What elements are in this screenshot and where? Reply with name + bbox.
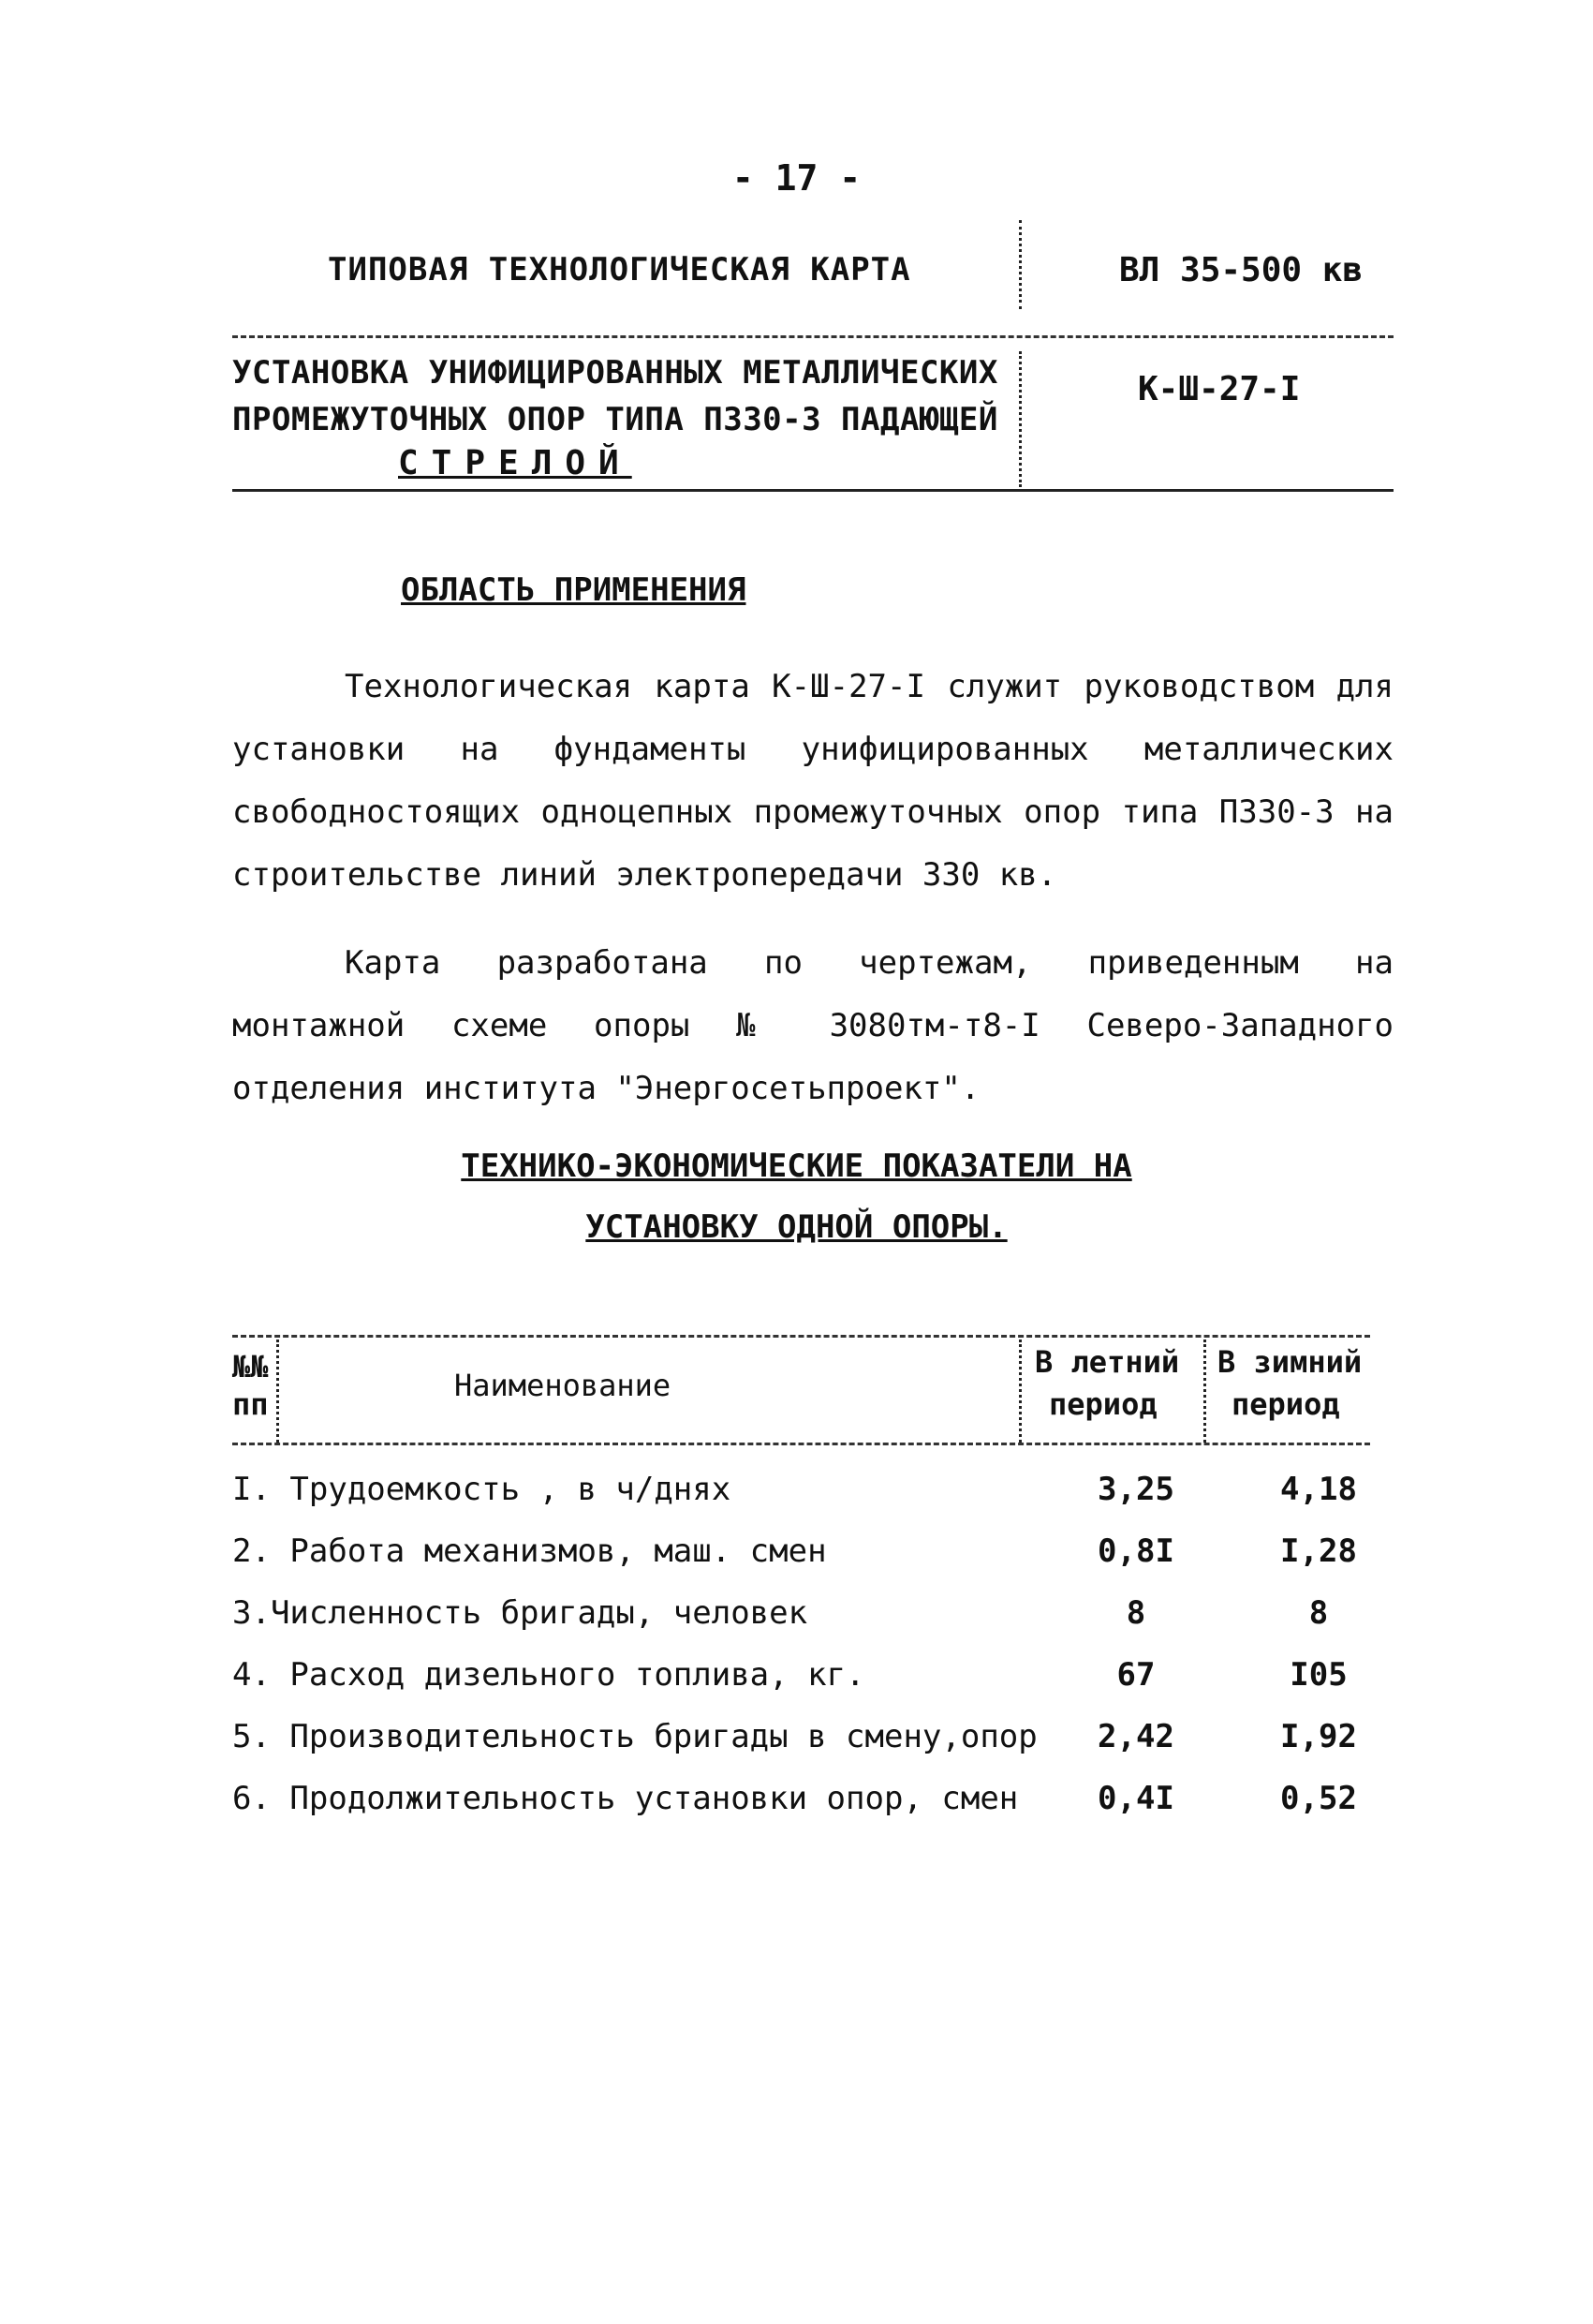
header-bottom-rule (232, 489, 1394, 492)
table-top-rule (232, 1335, 1370, 1338)
row-name: 5. Производительность бригады в смену,опор (232, 1718, 1038, 1755)
header-divider-bottom (1019, 351, 1022, 487)
table-header-rule (232, 1443, 1370, 1445)
col-name-header: Наименование (454, 1368, 671, 1403)
row-name: 4. Расход дизельного топлива, кг. (232, 1656, 865, 1694)
header-separator (232, 335, 1394, 338)
row-summer-value: 2,42 (1098, 1718, 1174, 1755)
subtitle-line-2: ПРОМЕЖУТОЧНЫХ ОПОР ТИПА П330-3 ПАДАЮЩЕЙ (232, 401, 998, 438)
col-winter-header-2: период (1232, 1386, 1340, 1422)
row-summer-value: 0,8I (1098, 1532, 1174, 1570)
indicators-title-line-2: УСТАНОВКУ ОДНОЙ ОПОРЫ. (585, 1208, 1008, 1246)
row-winter-value: I,92 (1280, 1718, 1357, 1755)
row-summer-value: 0,4I (1098, 1780, 1174, 1817)
scope-paragraph-1 (232, 656, 1394, 907)
subtitle-line-1: УСТАНОВКА УНИФИЦИРОВАННЫХ МЕТАЛЛИЧЕСКИХ (232, 354, 998, 392)
row-winter-value: 8 (1308, 1594, 1329, 1632)
card-code: К-Ш-27-I (1138, 370, 1301, 408)
subtitle-line-3: СТРЕЛОЙ (398, 444, 632, 482)
table-row (232, 1471, 1412, 1531)
row-winter-value: I05 (1290, 1656, 1348, 1694)
row-summer-value: 3,25 (1098, 1471, 1174, 1508)
row-summer-value: 67 (1116, 1656, 1156, 1694)
row-winter-value: 4,18 (1280, 1471, 1357, 1508)
table-row (232, 1718, 1412, 1778)
row-winter-value: 0,52 (1280, 1780, 1357, 1817)
table-row (232, 1656, 1412, 1716)
table-row (232, 1532, 1412, 1592)
indicators-title-line-1: ТЕХНИКО-ЭКОНОМИЧЕСКИЕ ПОКАЗАТЕЛИ НА (461, 1147, 1132, 1185)
scope-title: ОБЛАСТЬ ПРИМЕНЕНИЯ (401, 571, 746, 609)
row-name: 6. Продолжительность установки опор, смен (232, 1780, 1019, 1817)
col-summer-header-1: В летний (1035, 1344, 1180, 1380)
row-name: 2. Работа механизмов, маш. смен (232, 1532, 827, 1570)
col-winter-header-1: В зимний (1217, 1344, 1363, 1380)
col-summer-header-2: период (1049, 1386, 1158, 1422)
col-divider-2 (1019, 1340, 1022, 1443)
scope-paragraph-2 (232, 932, 1394, 1120)
table-row (232, 1594, 1412, 1654)
col-num-header-1: №№ (232, 1349, 269, 1384)
table-row (232, 1780, 1412, 1840)
row-winter-value: I,28 (1280, 1532, 1357, 1570)
row-summer-value: 8 (1126, 1594, 1146, 1632)
col-divider-3 (1203, 1340, 1206, 1443)
scope-paragraph-1-text: Технологическая карта К-Ш-27-I служит руководством для установки на фундаменты унифицированных металлических свободностоящих одноцепных промежуточных опор типа П330-3 на строительстве линий электропередачи 330 кв. (232, 668, 1394, 894)
document-type-title: ТИПОВАЯ ТЕХНОЛОГИЧЕСКАЯ КАРТА (328, 251, 911, 289)
page-number: - 17 - (731, 157, 862, 199)
voltage-code: ВЛ 35-500 кв (1119, 251, 1364, 289)
row-name: 3.Численность бригады, человек (232, 1594, 808, 1632)
row-name: I. Трудоемкость , в ч/днях (232, 1471, 731, 1508)
scope-paragraph-2-text: Карта разработана по чертежам, приведенным на монтажной схеме опоры № 3080тм-т8-I Северо-Западного отделения института "Энергосетьпроект". (232, 944, 1394, 1107)
col-divider-1 (276, 1340, 279, 1443)
header-divider-top (1019, 220, 1022, 309)
col-num-header-2: пп (232, 1386, 269, 1422)
